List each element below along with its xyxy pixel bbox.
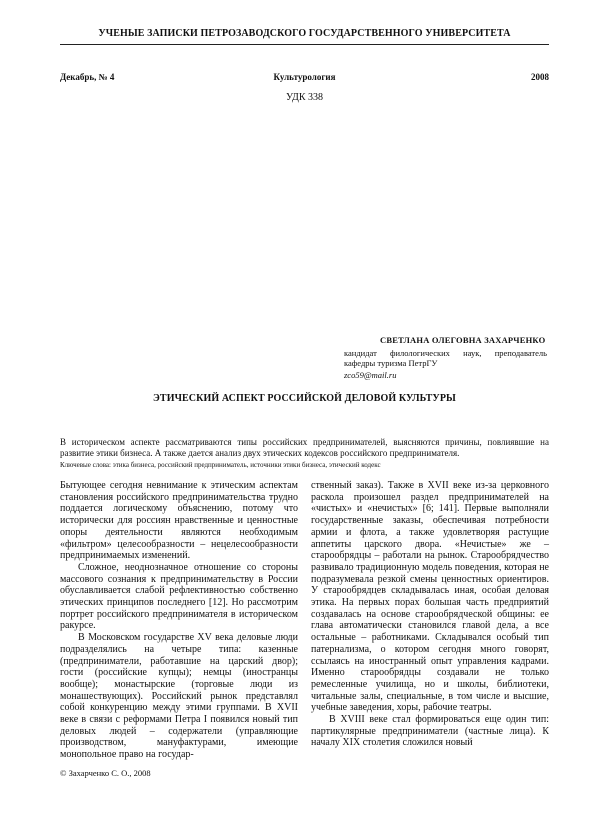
issue-label: Декабрь, № 4 xyxy=(60,72,115,82)
author-position: кандидат филологических наук, преподаватель кафедры туризма ПетрГУ xyxy=(344,348,547,369)
article-title: ЭТИЧЕСКИЙ АСПЕКТ РОССИЙСКОЙ ДЕЛОВОЙ КУЛЬТУРЫ xyxy=(153,393,456,404)
udk-code: УДК 338 xyxy=(285,92,324,103)
paragraph: В Московском государстве XV века деловые люди подразделялись на четыре типа: казенные (предприниматели, работавшие на царский двор); гости (российские купцы); немцы (иностранцы вообще); монастырские (торговые люди из монашествующих). Российский рынок представлял собой конкуренцию между этими группами. В XVII веке в связи с реформами Петра I появился новый тип деловых людей – содержатели (управляющие производством, мануфактурами, имеющие монопольное право на государ- xyxy=(60,632,298,761)
author-name: СВЕТЛАНА ОЛЕГОВНА ЗАХАРЧЕНКО xyxy=(380,335,546,345)
author-email[interactable]: zco59@mail.ru xyxy=(344,370,397,380)
body-column-left xyxy=(60,480,298,761)
paragraph: Бытующее сегодня невнимание к этическим аспектам становления российского предпринимательства трудно поддается логическому объяснению, потому что исторически для россиян нравственные и ценностные опоры деятельности являются необходимым «фильтром» целесообразности – нецелесообразности предпринимаемых изменений. xyxy=(60,480,298,562)
year-label: 2008 xyxy=(531,72,549,82)
paragraph: Сложное, неоднозначное отношение со стороны массового сознания к предпринимательству в России обуславливается слабой рефлективностью собственно этических принципов последнего [12]. Но рассмотрим портрет российского предпринимателя в историческом ракурсе. xyxy=(60,561,298,632)
abstract: В историческом аспекте рассматриваются типы российских предпринимателей, выясняются причины, повлиявшие на развитие этики бизнеса. А также дается анализ двух этических кодексов российского предпринимателя. xyxy=(60,437,549,458)
keywords: Ключевые слова: этика бизнеса, российский предприниматель, источники этики бизнеса, этический кодекс xyxy=(60,461,381,469)
section-label: Культурология xyxy=(273,72,336,82)
paragraph: В XVIII веке стал формироваться еще один тип: партикулярные предприниматели (частные лица). К началу XIX столетия сложился новый xyxy=(311,714,549,749)
paragraph: ственный заказ). Также в XVII веке из-за церковного раскола произошел раздел предпринимателей на «чистых» и «нечистых» [6; 141]. Первые выполняли государственные заказы, обеспечивая потребности армии и флота, а также удовлетворяя растущие аппетиты царского двора. «Нечистые» же – старообрядцы – работали на рынок. Старообрядчество развивало традиционную модель поведения, которая не подразумевала резкой смены ценностных ориентиров. У старообрядцев складывалась иная, особая деловая этика. На первых порах большая часть предприятий создавалась на основе старообрядческой общины: ее глава автоматически становился главой дела, а все остальные – работниками. Складывался особый тип патернализма, о котором сегодня много говорят, ссылаясь на иностранный опыт управления кадрами. Именно старообрядцы создавали не только ремесленные училища, но и школы, библиотеки, читальные залы, специальные, в том числе и высшие, учебные заведения, хоры, рабочие театры. xyxy=(311,480,549,714)
body-column-right xyxy=(311,480,549,749)
copyright: © Захарченко С. О., 2008 xyxy=(60,768,151,778)
header-divider xyxy=(60,44,549,45)
journal-title: УЧЕНЫЕ ЗАПИСКИ ПЕТРОЗАВОДСКОГО ГОСУДАРСТВЕННОГО УНИВЕРСИТЕТА xyxy=(98,28,511,39)
